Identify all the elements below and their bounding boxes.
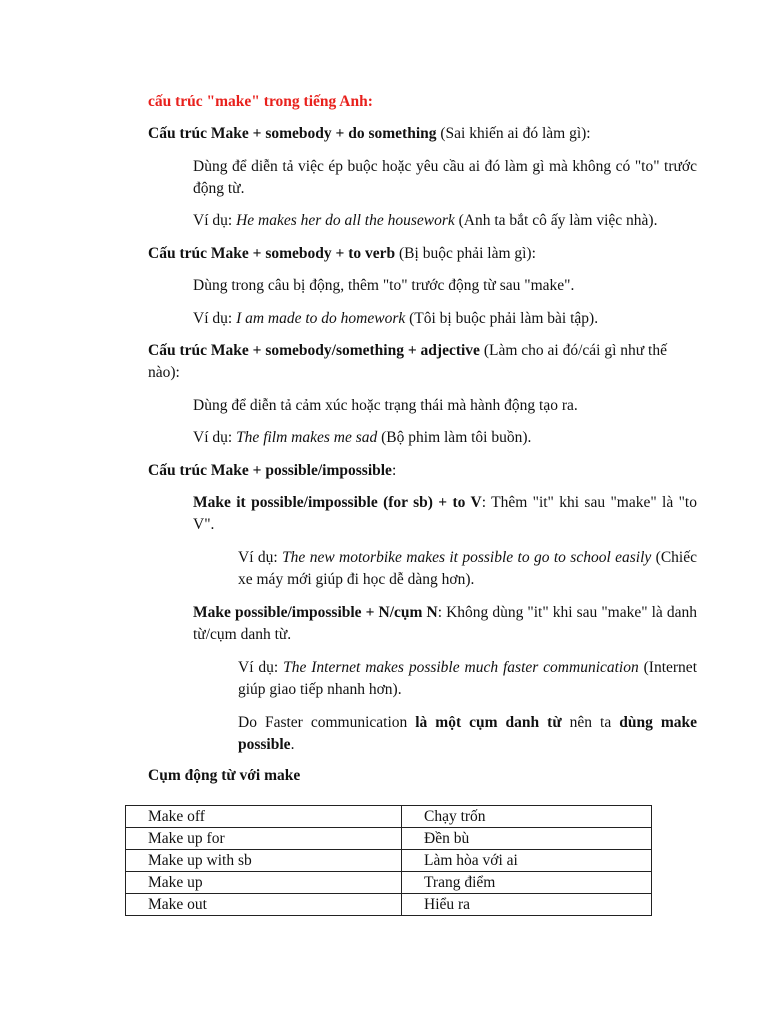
example-sentence: The film makes me sad [236,429,378,446]
table-row [126,806,652,828]
section-4-note [238,712,697,756]
example-prefix: Ví dụ: [238,659,284,676]
example-prefix: Ví dụ: [193,429,237,446]
section-3-example [193,427,697,449]
example-sentence: The Internet makes possible much faster communication [283,659,639,676]
example-sentence: The new motorbike makes it possible to go to school easily [282,549,652,566]
note-part-4: dùng make possible [238,714,697,753]
phrasal-verb-cell: Make up [126,872,402,894]
section-4b-title: Make possible/impossible + N/cụm N [193,604,438,621]
section-3-note: (Làm cho ai đó/cái gì như thế nào): [148,342,667,381]
note-part-2: là một cụm danh từ [415,714,562,731]
section-4a-rule [193,492,697,536]
example-translation: (Tôi bị buộc phải làm bài tập). [405,310,599,327]
section-4-title: Cấu trúc Make + possible/impossible [148,462,392,479]
example-translation: (Anh ta bắt cô ấy làm việc nhà). [454,212,658,229]
section-4b-example [238,657,697,701]
meaning-cell: Đền bù [402,828,652,850]
document-title: cấu trúc "make" trong tiếng Anh: [148,93,373,110]
section-4a-example [238,547,697,591]
section-2-heading [148,243,698,265]
table-row [126,894,652,916]
example-sentence: He makes her do all the housework [236,212,455,229]
note-part-3: nên ta [561,714,620,731]
meaning-cell: Hiểu ra [402,894,652,916]
note-part-1: Do Faster communication [238,714,416,731]
section-3-heading [148,340,698,384]
phrasal-verbs-title-text: Cụm động từ với make [148,767,301,784]
section-4-heading [148,460,698,482]
section-3-description: Dùng để diễn tả cảm xúc hoặc trạng thái mà hành động tạo ra. [193,397,578,414]
section-4b-description: : Không dùng "it" khi sau "make" là danh từ/cụm danh từ. [193,604,697,643]
note-part-5: . [290,736,295,753]
section-1-example [193,210,713,232]
phrasal-verbs-title [148,765,300,787]
table-row [126,850,652,872]
section-4-colon: : [391,462,397,479]
section-2-description: Dùng trong câu bị động, thêm "to" trước động từ sau "make". [193,277,575,294]
section-1-title: Cấu trúc Make + somebody + do something [148,125,437,142]
phrasal-verb-cell: Make up with sb [126,850,402,872]
example-sentence: I am made to do homework [236,310,406,327]
example-prefix: Ví dụ: [193,310,237,327]
table-row [126,872,652,894]
meaning-cell: Chạy trốn [402,806,652,828]
section-1-description: Dùng để diễn tả việc ép buộc hoặc yêu cầu ai đó làm gì mà không có "to" trước động từ. [193,158,697,197]
table-row [126,828,652,850]
phrasal-verb-cell: Make up for [126,828,402,850]
section-4b-rule [193,602,697,646]
phrasal-verb-cell: Make out [126,894,402,916]
section-3-title: Cấu trúc Make + somebody/something + adjective [148,342,480,359]
section-2-title: Cấu trúc Make + somebody + to verb [148,245,396,262]
example-prefix: Ví dụ: [193,212,237,229]
phrasal-verb-cell: Make off [126,806,402,828]
section-1-note: (Sai khiến ai đó làm gì): [436,125,591,142]
phrasal-verbs-table [125,805,652,916]
meaning-cell: Trang điểm [402,872,652,894]
example-prefix: Ví dụ: [238,549,283,566]
example-translation: (Internet giúp giao tiếp nhanh hơn). [238,659,697,698]
section-2-note: (Bị buộc phải làm gì): [395,245,536,262]
example-translation: (Bộ phim làm tôi buồn). [377,429,532,446]
section-4a-description: : Thêm "it" khi sau "make" là "to V". [193,494,697,533]
section-4a-title: Make it possible/impossible (for sb) + to V [193,494,482,511]
section-2-example [193,308,697,330]
meaning-cell: Làm hòa với ai [402,850,652,872]
section-1-heading [148,123,698,145]
example-translation: (Chiếc xe máy mới giúp đi học dễ dàng hơn). [238,549,697,588]
